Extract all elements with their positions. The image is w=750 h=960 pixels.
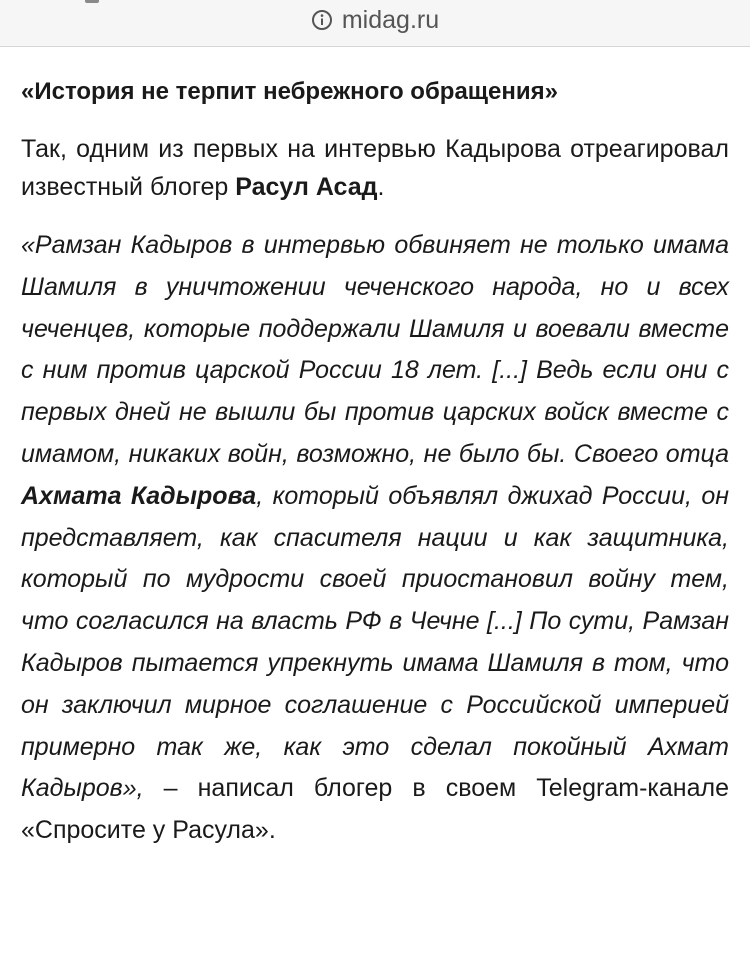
info-icon[interactable]	[311, 9, 333, 31]
lead-end: .	[377, 172, 385, 201]
quote-attribution: – написал блогер в своем Telegram-канале «Спросите у Расула».	[21, 774, 729, 845]
lead-text: Так, одним из первых на интервью Кадырова отреагировал известный блогер	[21, 135, 729, 201]
quote-text-2: , который объявлял джихад России, он представляет, как спасителя нации и как защитника, который по мудрости своей приостановил войну тем, что согласился на власть РФ в Чечне [...] По сути, Рамзан Кадыров пытается упрекнуть имама Шамиля в том, что он заключил мирное соглашение с Российской империей примерно так же, как это сделал покойный Ахмат Кадыров»,	[21, 481, 730, 803]
quote-bold-name: Ахмата Кадырова	[21, 481, 257, 510]
url-display[interactable]	[311, 6, 439, 35]
quote-paragraph	[21, 225, 729, 852]
browser-address-bar[interactable]	[0, 0, 750, 47]
url-text: midag.ru	[341, 5, 440, 34]
status-mark	[85, 0, 99, 3]
blogger-name: Расул Асад	[235, 172, 378, 201]
article-body	[0, 75, 750, 852]
article-headline: «История не терпит небрежного обращения»	[21, 78, 558, 105]
quote-text-1: «Рамзан Кадыров в интервью обвиняет не только имама Шамиля в уничтожении чеченского народа, но и всех чеченцев, которые поддержали Шамиля и воевали вместе с ним против царской России 18 лет. [...] Ведь если они с первых дней не вышли бы против царских войск вместе с имамом, никаких войн, возможно, не было бы. Своего отца	[21, 231, 729, 468]
lead-paragraph	[21, 131, 729, 206]
